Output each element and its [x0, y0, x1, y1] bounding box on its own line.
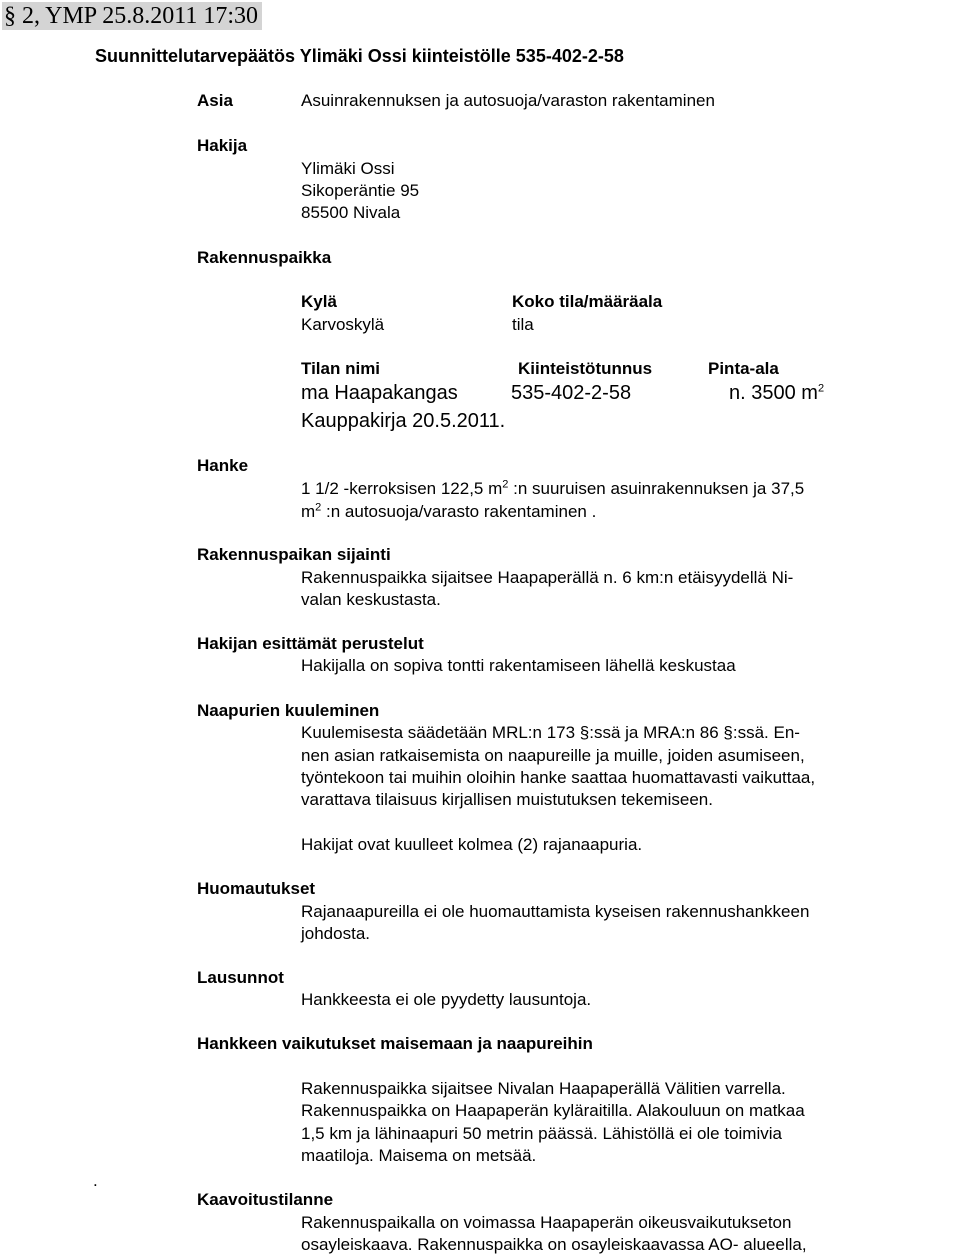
pinta-ala-label: Pinta-ala — [708, 359, 779, 378]
vaikutukset-line-1: Rakennuspaikka sijaitsee Nivalan Haapaperällä Välitien varrella. — [301, 1079, 786, 1098]
kuuleminen-line-5: Hakijat ovat kuulleet kolmea (2) rajanaapuria. — [301, 835, 643, 854]
vaikutukset-line-4: maatiloja. Maisema on metsää. — [301, 1146, 537, 1165]
huomautukset-line-2: johdosta. — [301, 924, 370, 943]
kuuleminen-line-2: nen asian ratkaisemista on naapureille ja muille, joiden asumiseen, — [301, 746, 805, 765]
vaikutukset-line-3: 1,5 km ja lähinaapuri 50 metrin päässä. Lähistöllä ei ole toimivia — [301, 1124, 782, 1143]
koko-value: tila — [512, 315, 534, 334]
koko-label: Koko tila/määräala — [512, 292, 663, 311]
huomautukset-line-1: Rajanaapureilla ei ole huomauttamista kyseisen rakennushankkeen — [301, 902, 810, 921]
hakija-city: 85500 Nivala — [301, 203, 401, 222]
hanke-label: Hanke — [197, 456, 249, 475]
lausunnot-text: Hankkeesta ei ole pyydetty lausuntoja. — [301, 990, 592, 1009]
sijainti-line-1: Rakennuspaikka sijaitsee Haapaperällä n. 6 km:n etäisyydellä Ni- — [301, 568, 794, 587]
kaavoitus-line-1: Rakennuspaikalla on voimassa Haapaperän oikeusvaikutukseton — [301, 1213, 792, 1232]
tilan-nimi-label: Tilan nimi — [301, 359, 381, 378]
perustelut-label: Hakijan esittämät perustelut — [197, 634, 424, 653]
vaikutukset-line-2: Rakennuspaikka on Haapaperän kyläraitilla. Alakouluun on matkaa — [301, 1101, 805, 1120]
kuuleminen-line-3: työntekoon tai muihin oloihin hanke saattaa huomattavasti vaikuttaa, — [301, 768, 816, 787]
kauppakirja-text: Kauppakirja 20.5.2011. — [301, 410, 506, 432]
perustelut-text: Hakijalla on sopiva tontti rakentamiseen lähellä keskustaa — [301, 656, 736, 675]
kaavoitus-label: Kaavoitustilanne — [197, 1190, 334, 1209]
kaavoitus-line-2: osayleiskaava. Rakennuspaikka on osayleiskaavassa AO- alueella, — [301, 1235, 807, 1254]
document-title: Suunnittelutarvepäätös Ylimäki Ossi kiinteistölle 535-402-2-58 — [95, 46, 624, 66]
hakija-label: Hakija — [197, 136, 248, 155]
kuuleminen-label: Naapurien kuuleminen — [197, 701, 380, 720]
kyla-value: Karvoskylä — [301, 315, 385, 334]
stray-dot: . — [93, 1171, 98, 1190]
kuuleminen-line-1: Kuulemisesta säädetään MRL:n 173 §:ssä ja MRA:n 86 §:ssä. En- — [301, 723, 800, 742]
rakennuspaikka-label: Rakennuspaikka — [197, 248, 332, 267]
asia-value: Asuinrakennuksen ja autosuoja/varaston rakentaminen — [301, 91, 715, 110]
section-header: § 2, YMP 25.8.2011 17:30 — [2, 2, 262, 30]
sijainti-label: Rakennuspaikan sijainti — [197, 545, 391, 564]
kyla-label: Kylä — [301, 292, 337, 311]
kuuleminen-line-4: varattava tilaisuus kirjallisen muistutuksen tekemiseen. — [301, 790, 713, 809]
asia-label: Asia — [197, 91, 233, 110]
pinta-ala-value: n. 3500 $m^2$ — [729, 382, 825, 404]
tilan-nimi-value: ma Haapakangas — [301, 382, 458, 404]
kiinteistotunnus-label: Kiinteistötunnus — [518, 359, 653, 378]
hakija-name: Ylimäki Ossi — [301, 159, 395, 178]
hanke-line-2: $m^2$ :n autosuoja/varasto rakentaminen . — [301, 501, 597, 521]
hakija-street: Sikoperäntie 95 — [301, 181, 420, 200]
sijainti-line-2: valan keskustasta. — [301, 590, 441, 609]
pinta-ala-exponent: 2 — [817, 382, 825, 395]
vaikutukset-label: Hankkeen vaikutukset maisemaan ja naapureihin — [197, 1034, 593, 1053]
lausunnot-label: Lausunnot — [197, 968, 284, 987]
hanke-line-1: 1 1/2 -kerroksisen 122,5 $m^2$ :n suuruisen asuinrakennuksen ja 37,5 — [301, 478, 805, 498]
huomautukset-label: Huomautukset — [197, 879, 316, 898]
kiinteistotunnus-value: 535-402-2-58 — [511, 382, 632, 404]
